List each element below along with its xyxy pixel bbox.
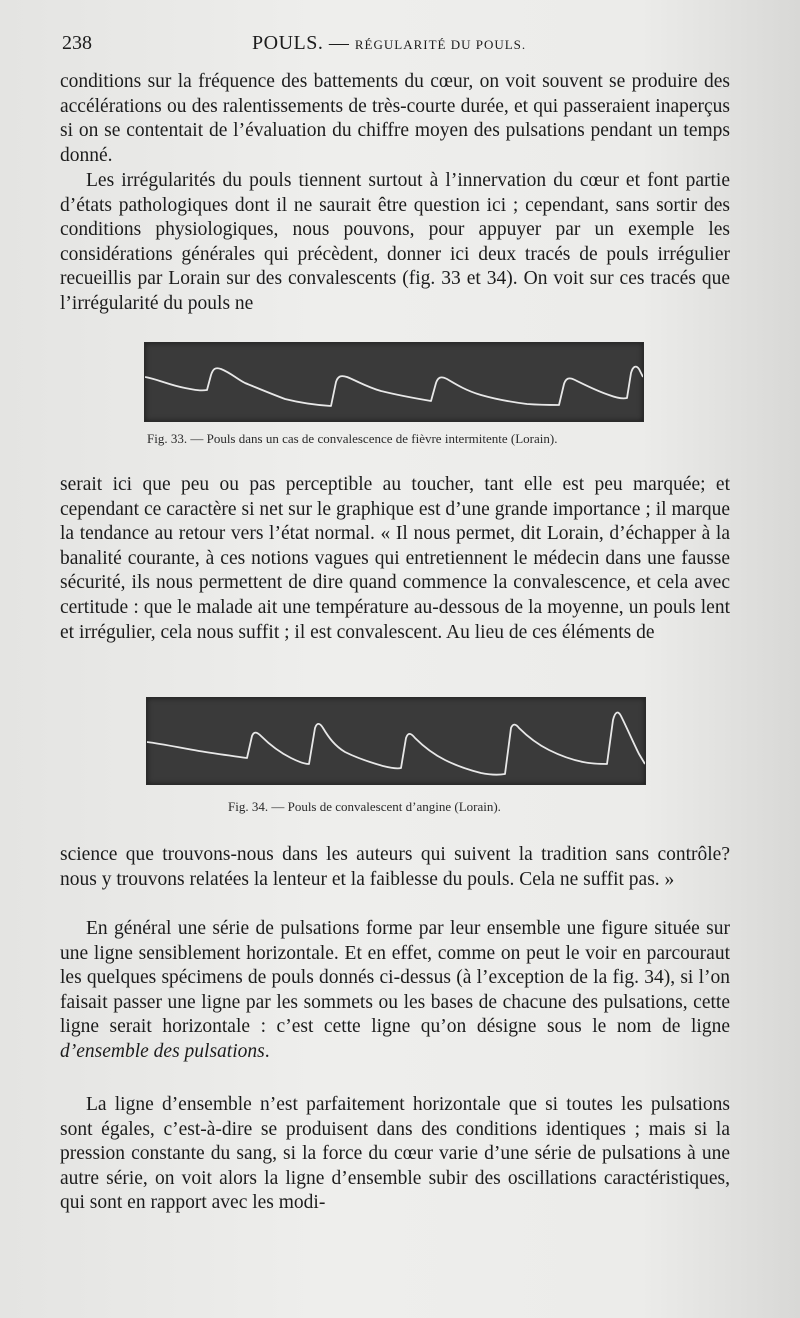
running-subtitle: RÉGULARITÉ DU POULS. — [354, 37, 527, 52]
paragraph-1: conditions sur la fréquence des battements du cœur, on voit souvent se produire des accélérations ou des ralentissements de très-courte durée, et qui passeraient inaperçus si on se contentait de l’évaluation du chiffre moyen des pulsations pendant un temps donné. — [60, 71, 730, 166]
figure-33-pulse-trace — [144, 342, 644, 422]
paragraph-5-emphasis: d’ensemble des pulsations — [60, 1040, 265, 1062]
figure-34-trace-line — [147, 713, 645, 775]
figure-33-trace-line — [145, 367, 643, 406]
figure-34-caption: Fig. 34. — Pouls de convalescent d’angine (Lorain). — [228, 799, 501, 814]
paragraph-5 — [60, 917, 730, 1065]
paragraph-5-end: . — [264, 1040, 270, 1062]
figure-33-caption: Fig. 33. — Pouls dans un cas de convalescence de fièvre intermitente (Lorain). — [147, 431, 558, 446]
running-head — [252, 32, 526, 55]
page-number: 238 — [62, 32, 92, 54]
running-dash: — — [323, 32, 355, 54]
paragraph-3: serait ici que peu ou pas perceptible au toucher, tant elle est peu marquée; et cependant ce caractère si net sur le graphique est d’une grande importance ; il marque la tendance au retour vers l’état normal. « Il nous permet, dit Lorain, d’échapper à la banalité courante, à ces notions vagues qui entretiennent le médecin dans une fausse sécurité, ils nous permettent de dire quand commence la convalescence, et cela avec certitude : que le malade ait une température au-dessous de la moyenne, un pouls lent et irrégulier, cela nous suffit ; il est convalescent. Au lieu de ces éléments de — [60, 474, 730, 643]
paragraph-5-start: En général une série de pulsations forme par leur ensemble une figure située sur une ligne sensiblement horizontale. Et en effet, comme on peut le voir en parcouraut les quelques spécimens de pouls donnés ci-dessus (à l’exception de la fig. 34), si l’on faisait passer une ligne par les sommets ou les bases de chacune des pulsations, cette ligne serait horizontale : c’est cette ligne qu’on désigne sous le nom de ligne — [60, 918, 730, 1038]
figure-33-svg — [145, 343, 643, 421]
paragraph-6: La ligne d’ensemble n’est parfaitement horizontale que si toutes les pulsations sont égales, c’est-à-dire se produisent dans des conditions identiques ; mais si la pression constante du sang, si la force du cœur varie d’une série de pulsations à une autre série, on voit alors la ligne d’ensemble subir des oscillations caractéristiques, qui sont en rapport avec les modi- — [60, 1094, 730, 1214]
figure-34-svg — [147, 698, 645, 784]
running-title: POULS. — [252, 32, 324, 54]
paragraph-4: science que trouvons-nous dans les auteurs qui suivent la tradition sans contrôle? nous y trouvons relatées la lenteur et la faiblesse du pouls. Cela ne suffit pas. » — [60, 844, 730, 890]
page-header — [62, 32, 730, 62]
paragraph-2: Les irrégularités du pouls tiennent surtout à l’innervation du cœur et font partie d’états pathologiques dont il ne saurait être question ici ; cependant, sans sortir des conditions physiologiques, nous pouvons, pour appuyer par un exemple les considérations générales qui précèdent, donner ici deux tracés de pouls irrégulier recueillis par Lorain sur des convalescents (fig. 33 et 34). On voit sur ces tracés que l’irrégularité du pouls ne — [60, 170, 730, 314]
figure-34-pulse-trace — [146, 697, 646, 785]
